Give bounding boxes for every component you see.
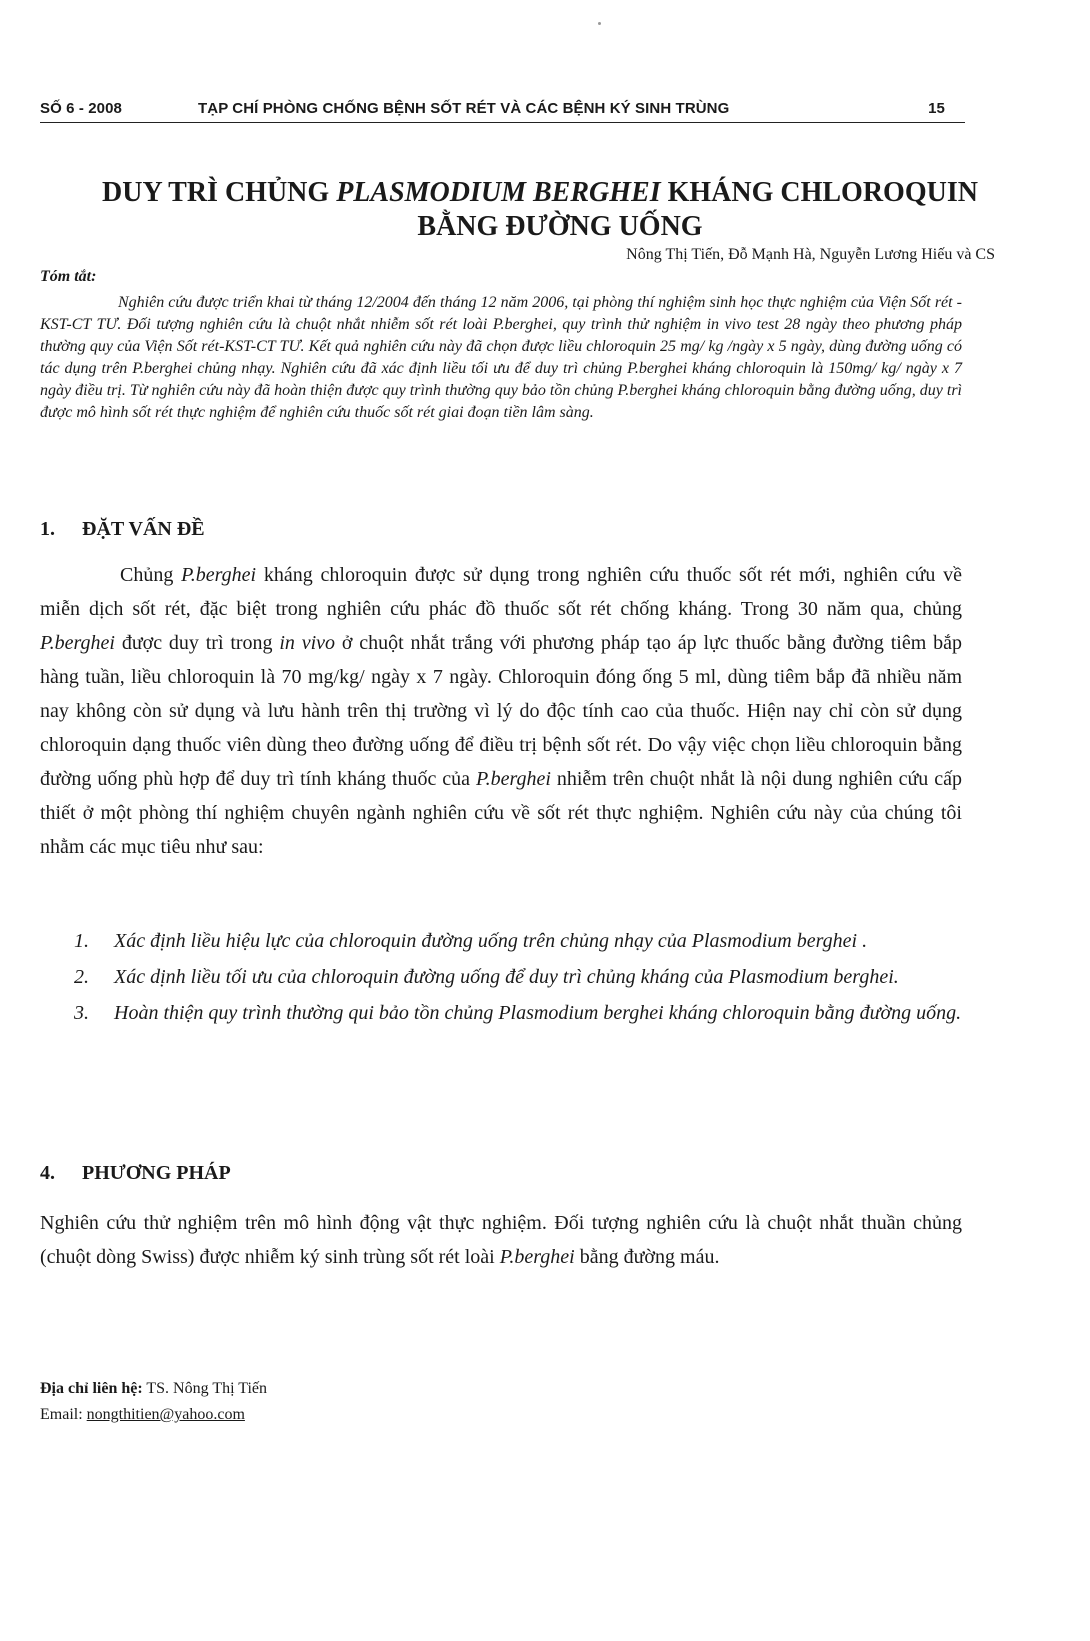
issue-number: SỐ 6 - 2008 [40,100,122,117]
section-number: 4. [40,1162,55,1184]
section-1-heading [40,518,205,541]
section-number: 1. [40,518,55,540]
authors: Nông Thị Tiến, Đỗ Mạnh Hà, Nguyễn Lương Hiếu và CS [626,246,995,263]
list-item: 1. Xác định liều hiệu lực của chloroquin đường uống trên chủng nhạy của Plasmodium berghei . [74,930,868,952]
title-species: PLASMODIUM BERGHEI [336,177,661,208]
title-line-1: DUY TRÌ CHỦNG PLASMODIUM BERGHEI KHÁNG CHLOROQUIN [102,177,978,208]
journal-name: TẠP CHÍ PHÒNG CHỐNG BỆNH SỐT RÉT VÀ CÁC BỆNH KÝ SINH TRÙNG [198,100,730,117]
section-1-paragraph: Chủng P.berghei kháng chloroquin được sử dụng trong nghiên cứu thuốc sốt rét mới, nghiên cứu về miễn dịch sốt rét, đặc biệt trong nghiên cứu phác đồ thuốc sốt rét chống kháng. Trong 30 năm qua, chủng P.berghei được duy trì trong in vivo ở chuột nhắt trắng với phương pháp tạo áp lực thuốc bằng đường tiêm bắp hàng tuần, liều chloroquin là 70 mg/kg/ ngày x 7 ngày. Chloroquin đóng ống 5 ml, dùng tiêm bắp đã nhiều năm nay không còn sử dụng và lưu hành trên thị trường vì lý do độc tính cao của thuốc. Hiện nay chỉ còn sử dụng chloroquin dạng thuốc viên dùng theo đường uống để điều trị bệnh sốt rét. Do vậy việc chọn liều chloroquin bằng đường uống phù hợp để duy trì tính kháng thuốc của P.berghei nhiễm trên chuột nhắt là nội dung nghiên cứu cấp thiết ở một phòng thí nghiệm chuyên ngành nghiên cứu về sốt rét thực nghiệm. Nghiên cứu này của chúng tôi nhằm các mục tiêu như sau: [40,564,962,858]
page-number: 15 [928,100,945,117]
contact-email: Email: nongthitien@yahoo.com [40,1406,245,1423]
section-4-heading [40,1162,231,1185]
contact-info [40,1376,267,1428]
section-title: ĐẶT VẤN ĐỀ [82,518,205,540]
title-line-2: BẰNG ĐƯỜNG UỐNG [417,211,703,242]
section-4-paragraph: Nghiên cứu thử nghiệm trên mô hình động vật thực nghiệm. Đối tượng nghiên cứu là chuột nhắt thuần chủng (chuột dòng Swiss) được nhiễm ký sinh trùng sốt rét loài P.berghei bằng đường máu. [40,1212,962,1268]
email-link[interactable]: nongthitien@yahoo.com [86,1406,245,1423]
contact-address: Địa chỉ liên hệ: TS. Nông Thị Tiến [40,1380,268,1397]
section-title: PHƯƠNG PHÁP [82,1162,231,1184]
summary-label: Tóm tắt: [40,268,97,285]
running-header [40,96,965,123]
list-item: 2. Xác dịnh liều tối ưu của chloroquin đường uống để duy trì chủng kháng của Plasmodium berghei. [74,966,899,988]
article-title [40,176,1040,244]
scan-speck [598,22,601,25]
list-item: 3. Hoàn thiện quy trình thường qui bảo tồn chủng Plasmodium berghei kháng chloroquin bằng đường uống. [74,1002,962,1024]
abstract: Nghiên cứu được triển khai từ tháng 12/2004 đến tháng 12 năm 2006, tại phòng thí nghiệm sinh học thực nghiệm của Viện Sốt rét -KST-CT TƯ. Đối tượng nghiên cứu là chuột nhắt nhiễm sốt rét loài P.berghei, quy trình thử nghiệm in vivo test 28 ngày theo phương pháp thường quy của Viện Sốt rét-KST-CT TƯ. Kết quả nghiên cứu này đã chọn được liều chloroquin 25 mg/ kg /ngày x 5 ngày, dùng đường uống có tác dụng trên P.berghei chủng nhạy. Nghiên cứu đã xác định liều tối ưu để duy trì chủng P.berghei kháng chloroquin là 150mg/ kg/ ngày x 7 ngày điều trị. Từ nghiên cứu này đã hoàn thiện được quy trình thường quy bảo tồn chủng P.berghei kháng chloroquin bằng đường uống, duy trì được mô hình sốt rét thực nghiệm để nghiên cứu thuốc sốt rét giai đoạn tiền lâm sàng. [40,294,962,421]
objectives-list [74,924,962,1032]
